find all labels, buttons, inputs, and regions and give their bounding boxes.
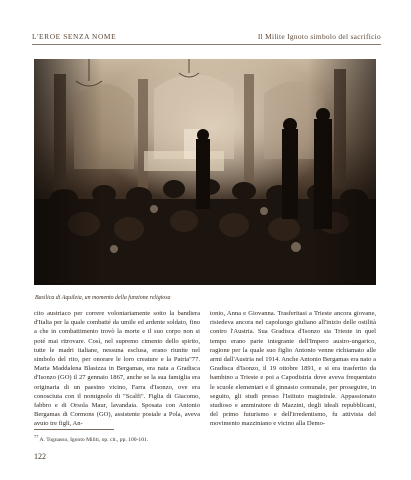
body-column-right xyxy=(210,309,376,429)
basilica-photo-image xyxy=(34,59,376,285)
running-header xyxy=(32,29,381,41)
header-chapter-title: Il Milite Ignoto simbolo del sacrificio xyxy=(257,32,381,41)
basilica-photo xyxy=(34,59,376,285)
body-paragraph-left: cito austriaco per correre volontariamente sotto la bandiera d'Italia per la quale combatté da umile ed ardente soldato, fino a che in combattimento trovò la morte e il suo corpo non si poté mai ritrovare. Così, nel supremo cimento dello spirito, tutte le madri italiane, nessuna esclusa, erano riunite nel simbolo del rito, per onorare le loro creature e la Patria"77. Maria Maddalena Blasizza in Bergamas, era nata a Gradisca d'Isonzo (GO) il 27 gennaio 1867, anche se la sua famiglia era originaria di un paesino vicino, Farra d'Isonzo, ove era conosciuta con il nomignolo di "Scalfi". Figlia di Giacomo, fabbro e di Orsola Maur, lavandaia. Sposata con Antonio Bergamas di Cormons (GO), assistente postale a Pola, aveva avuto tre figli, An- xyxy=(34,310,200,428)
header-rule xyxy=(32,44,381,45)
footnote-number: 77 xyxy=(34,434,39,439)
body-text xyxy=(34,309,376,429)
header-book-title: L'EROE SENZA NOME xyxy=(32,32,117,41)
footnote xyxy=(34,434,364,443)
page-number: 122 xyxy=(34,452,46,461)
footnote-text: A. Tognasso, Ignoto Militi, op. cit., pp. 100-101. xyxy=(39,436,149,443)
photo-caption: Basilica di Aquileia, un momento della funzione religiosa xyxy=(35,295,171,301)
footnote-rule xyxy=(34,429,114,430)
body-paragraph-right: tonio, Anna e Giovanna. Trasferitasi a Trieste ancora giovane, risiedeva ancora nel capoluogo giuliano all'inizio delle ostilità contro l'Austria. Sua Gradisca d'Isonzo sia Trieste in quel tempo erano parte integrante dell'Impero austro-ungarico, ragione per la quale suo figlio Antonio venne richiamato alle armi dall'Austria nel 1914. Anche Antonio Bergamas era nato a Gradisca d'Isonzo, il 19 ottobre 1891, e si era trasferito da bambino a Trieste e poi a Capodistria dove aveva frequentato le scuole elementari e il ginnasio comunale, per proseguire, in seguito, gli studi presso l'Istituto magistrale. Appassionato studioso e ammiratore di Mazzini, degli ideali repubblicani, del primo futurismo e dell'irredentismo, fu attivista del movimento mazziniano e vicino alla Demo- xyxy=(210,310,376,428)
body-column-left xyxy=(34,309,200,429)
